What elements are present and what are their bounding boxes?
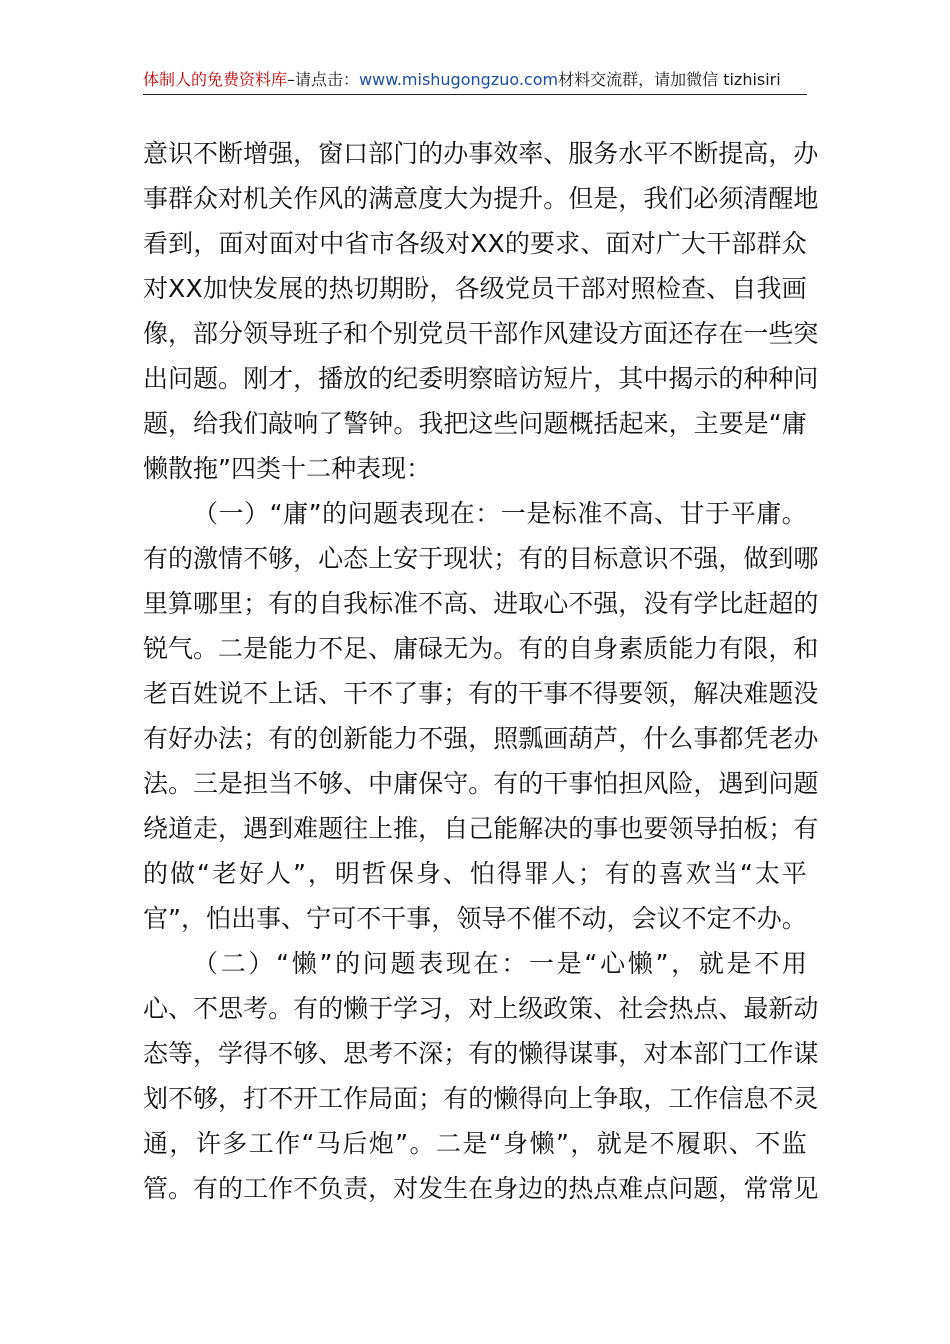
text-line: 题 ， 给 我 们 敲 响 了 警 钟 。 我 把 这 些 问 题 概 括 起 来 ， 主 要 是 “ 庸 [143,409,807,438]
text-line: 管 。 有 的 工 作 不 负 责 ， 对 发 生 在 身 边 的 热 点 难 点 问 题 ， 常 常 见 [143,1174,819,1203]
page-header [143,66,807,95]
header-separator: –请点击： [287,70,360,89]
text-line: 的 做 “ 老 好 人 ” ， 明 哲 保 身 、 怕 得 罪 人 ； 有 的 喜 欢 当 “ 太 平 [143,859,807,888]
text-line: 里 算 哪 里 ； 有 的 自 我 标 准 不 高 、 进 取 心 不 强 ， 没 有 学 比 赶 超 的 [143,589,819,618]
text-line: 意 识 不 断 增 强 ， 窗 口 部 门 的 办 事 效 率 、 服 务 水 平 不 断 提 高 ， 办 [143,139,819,168]
header-brand: 体制人的免费资料库 [143,70,288,89]
header-tail: 材料交流群，请加微信 tizhisiri [558,70,781,89]
text-line: 懒 散 拖 ” 四 类 十 二 种 表 现 ： [143,454,432,483]
text-line: （ 二 ） “ 懒 ” 的 问 题 表 现 在 ： 一 是 “ 心 懒 ” ， 就 是 不 用 [193,949,807,978]
text-line: 像 ， 部 分 领 导 班 子 和 个 别 党 员 干 部 作 风 建 设 方 面 还 存 在 一 些 突 [143,319,819,348]
text-line: （ 一 ） “ 庸 ” 的 问 题 表 现 在 ： 一 是 标 准 不 高 、 甘 于 平 庸 。 [193,499,807,528]
text-line: 对 X X 加 快 发 展 的 热 切 期 盼 ， 各 级 党 员 干 部 对 照 检 查 、 自 我 画 [143,274,807,303]
text-line: 心 、 不 思 考 。 有 的 懒 于 学 习 ， 对 上 级 政 策 、 社 会 热 点 、 最 新 动 [143,994,819,1023]
text-line: 态 等 ， 学 得 不 够 、 思 考 不 深 ； 有 的 懒 得 谋 事 ， 对 本 部 门 工 作 谋 [143,1039,819,1068]
text-line: 划 不 够 ， 打 不 开 工 作 局 面 ； 有 的 懒 得 向 上 争 取 ， 工 作 信 息 不 灵 [143,1084,819,1113]
text-line: 通 ， 许 多 工 作 “ 马 后 炮 ” 。 二 是 “ 身 懒 ” ， 就 是 不 履 职 、 不 监 [143,1129,807,1158]
document-body [143,131,819,1211]
text-line: 锐 气 。 二 是 能 力 不 足 、 庸 碌 无 为 。 有 的 自 身 素 质 能 力 有 限 ， 和 [143,634,819,663]
text-line: 老 百 姓 说 不 上 话 、 干 不 了 事 ； 有 的 干 事 不 得 要 领 ， 解 决 难 题 没 [143,679,819,708]
header-url-link[interactable]: www.mishugongzuo.com [359,70,559,89]
text-line: 官 ” ， 怕 出 事 、 宁 可 不 干 事 ， 领 导 不 催 不 动 ， 会 议 不 定 不 办 。 [143,904,807,933]
text-line: 法 。 三 是 担 当 不 够 、 中 庸 保 守 。 有 的 干 事 怕 担 风 险 ， 遇 到 问 题 [143,769,819,798]
text-line: 出 问 题 。 刚 才 ， 播 放 的 纪 委 明 察 暗 访 短 片 ， 其 中 揭 示 的 种 种 问 [143,364,819,393]
text-line: 有 的 激 情 不 够 ， 心 态 上 安 于 现 状 ； 有 的 目 标 意 识 不 强 ， 做 到 哪 [143,544,819,573]
text-line: 看 到 ， 面 对 面 对 中 省 市 各 级 对 X X 的 要 求 、 面 对 广 大 干 部 群 众 [143,229,807,258]
text-line: 事 群 众 对 机 关 作 风 的 满 意 度 大 为 提 升 。 但 是 ， 我 们 必 须 清 醒 地 [143,184,819,213]
text-line: 绕 道 走 ， 遇 到 难 题 往 上 推 ， 自 己 能 解 决 的 事 也 要 领 导 拍 板 ； 有 [143,814,819,843]
text-line: 有 好 办 法 ； 有 的 创 新 能 力 不 强 ， 照 瓢 画 葫 芦 ， 什 么 事 都 凭 老 办 [143,724,819,753]
